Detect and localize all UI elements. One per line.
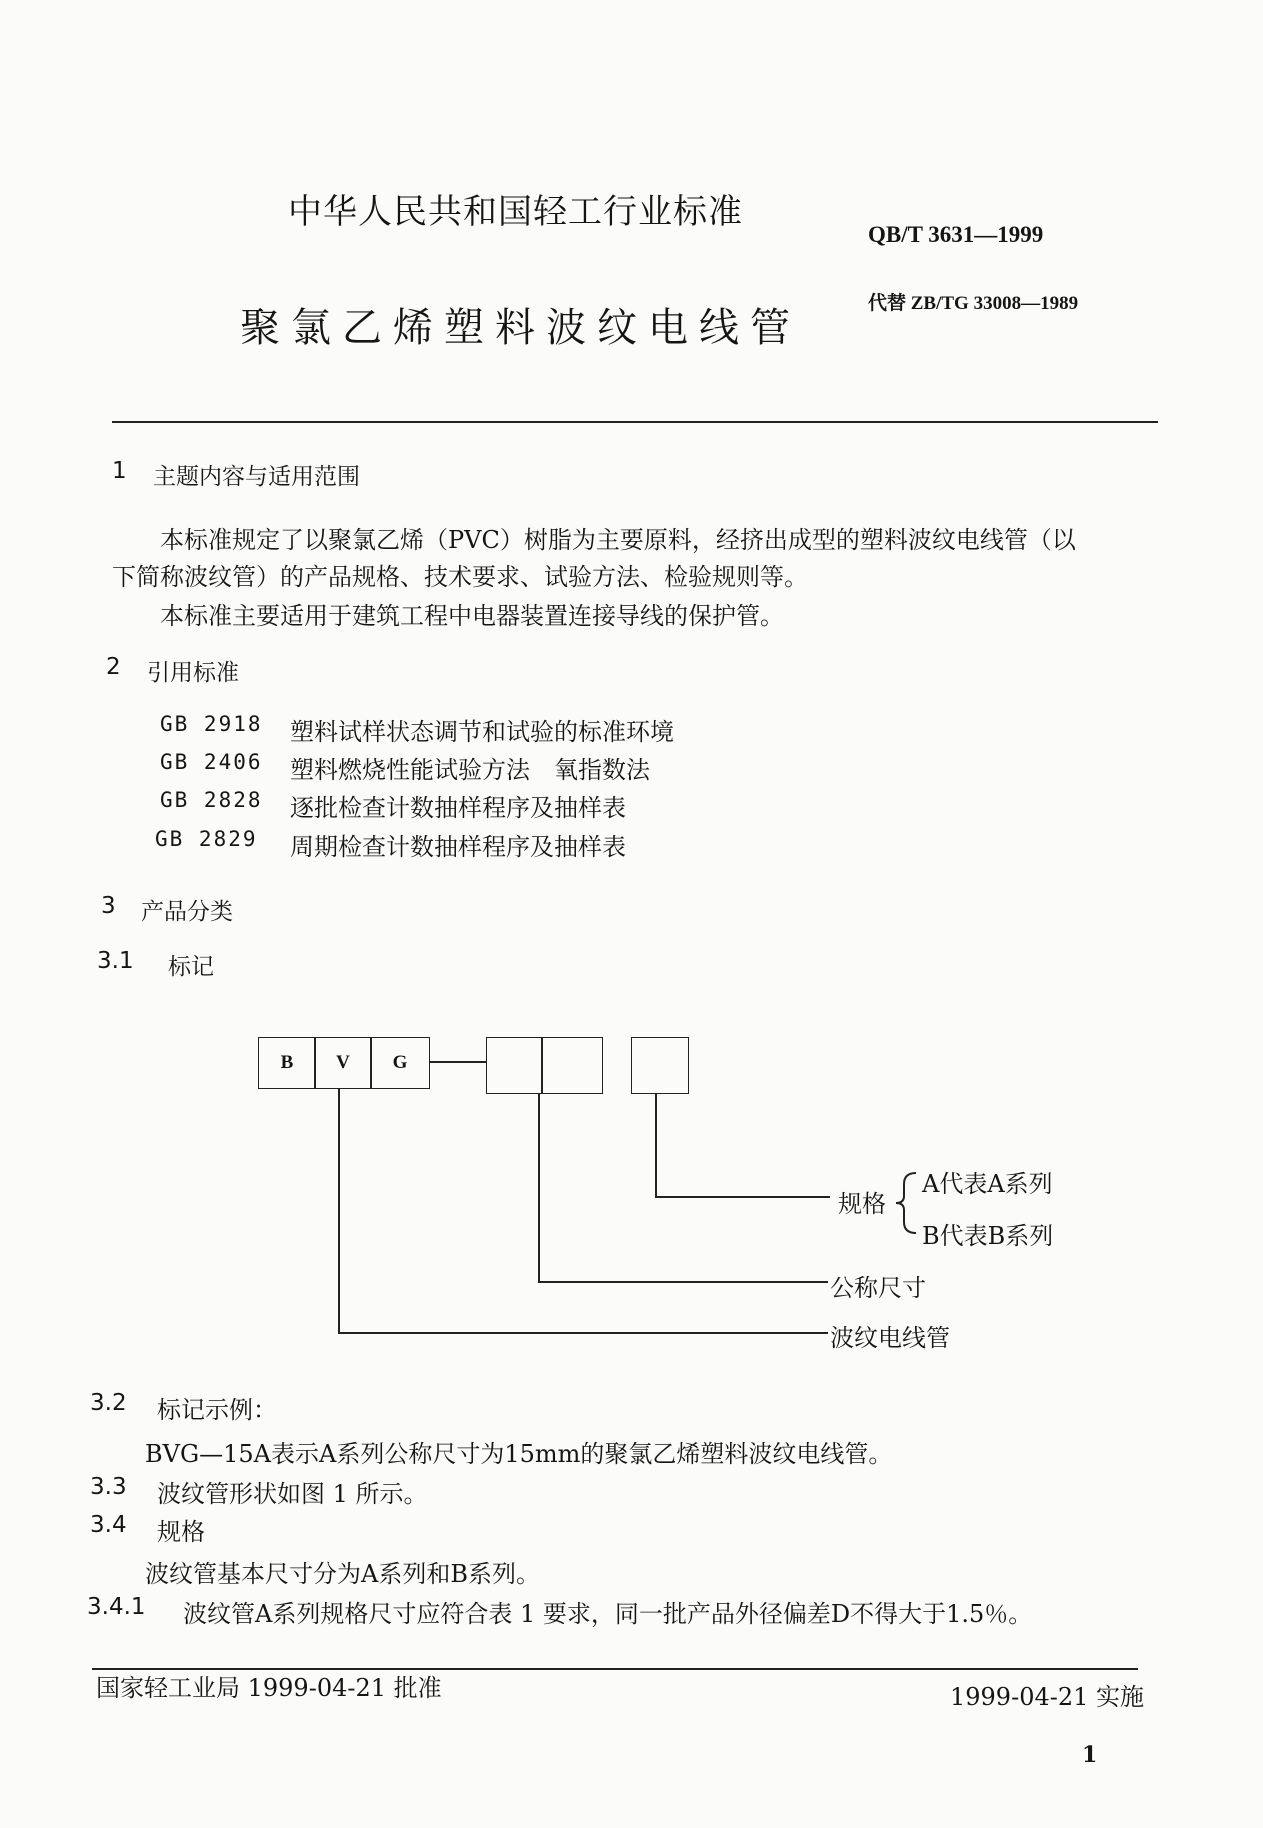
connector-dash [430,1061,486,1063]
ref-code: GB 2829 [155,827,258,851]
section-3-title: 产品分类 [141,899,233,925]
section-3-2-text: BVG—15A表示A系列公称尺寸为15mm的聚氯乙烯塑料波纹电线管。 [145,1440,893,1468]
section-2-title: 引用标准 [147,660,239,686]
marking-box-b: B [258,1037,316,1089]
section-3-3-text: 波纹管形状如图 1 所示。 [157,1480,428,1508]
org-title: 中华人民共和国轻工行业标准 [288,192,743,232]
page-number: 1 [1082,1742,1098,1768]
series-box [631,1037,689,1094]
spec-a-label: A代表A系列 [922,1170,1053,1198]
size-leader-vertical [538,1094,540,1282]
product-label: 波纹电线管 [830,1324,950,1352]
section-2-number: 2 [106,654,121,680]
replaces-standard: 代替 ZB/TG 33008—1989 [868,293,1079,314]
section-1-paragraph-1-line-1: 本标准规定了以聚氯乙烯（PVC）树脂为主要原料，经挤出成型的塑料波纹电线管（以 [160,526,1076,554]
spec-label: 规格 [838,1190,886,1218]
document-title: 聚氯乙烯塑料波纹电线管 [240,305,801,351]
ref-code: GB 2828 [160,788,263,812]
size-leader-horizontal [538,1281,828,1283]
header-divider [112,421,1158,423]
section-3-4-title: 规格 [157,1518,205,1546]
spec-leader-horizontal [655,1196,830,1198]
section-3-number: 3 [101,893,116,919]
effective-date: 1999-04-21 实施 [950,1683,1145,1711]
section-3-4-1-text: 波纹管A系列规格尺寸应符合表 1 要求，同一批产品外径偏差D不得大于1.5％。 [183,1600,1033,1628]
ref-title: 周期检查计数抽样程序及抽样表 [290,833,626,861]
spec-leader-vertical [655,1094,657,1197]
section-1-title: 主题内容与适用范围 [153,464,360,490]
section-1-number: 1 [112,458,127,484]
section-3-1-number: 3.1 [97,948,134,974]
section-3-4-text: 波纹管基本尺寸分为A系列和B系列。 [145,1560,540,1588]
approval-line: 国家轻工业局 1999-04-21 批准 [96,1674,442,1702]
ref-title: 塑料试样状态调节和试验的标准环境 [290,718,674,746]
section-1-paragraph-2: 本标准主要适用于建筑工程中电器装置连接导线的保护管。 [160,602,784,630]
nominal-size-label: 公称尺寸 [830,1274,926,1302]
section-1-paragraph-1-line-2: 下简称波纹管）的产品规格、技术要求、试验方法、检验规则等。 [112,563,808,591]
ref-title: 塑料燃烧性能试验方法 氧指数法 [290,756,650,784]
marking-box-v: V [314,1037,372,1089]
nominal-size-box-1 [486,1037,543,1094]
ref-code: GB 2406 [160,750,263,774]
section-3-1-title: 标记 [168,954,214,980]
nominal-size-box-2 [541,1037,603,1094]
section-3-2-number: 3.2 [90,1390,127,1416]
section-3-2-title: 标记示例： [157,1396,277,1424]
product-leader-vertical [338,1089,340,1333]
product-leader-horizontal [338,1332,828,1334]
marking-box-g: G [370,1037,430,1089]
section-3-3-number: 3.3 [90,1474,127,1500]
brace-icon [894,1170,918,1236]
ref-title: 逐批检查计数抽样程序及抽样表 [290,794,626,822]
section-3-4-number: 3.4 [90,1512,127,1538]
standard-code: QB/T 3631—1999 [868,222,1044,247]
section-3-4-1-number: 3.4.1 [87,1594,146,1620]
spec-b-label: B代表B系列 [922,1222,1054,1250]
ref-code: GB 2918 [160,712,263,736]
